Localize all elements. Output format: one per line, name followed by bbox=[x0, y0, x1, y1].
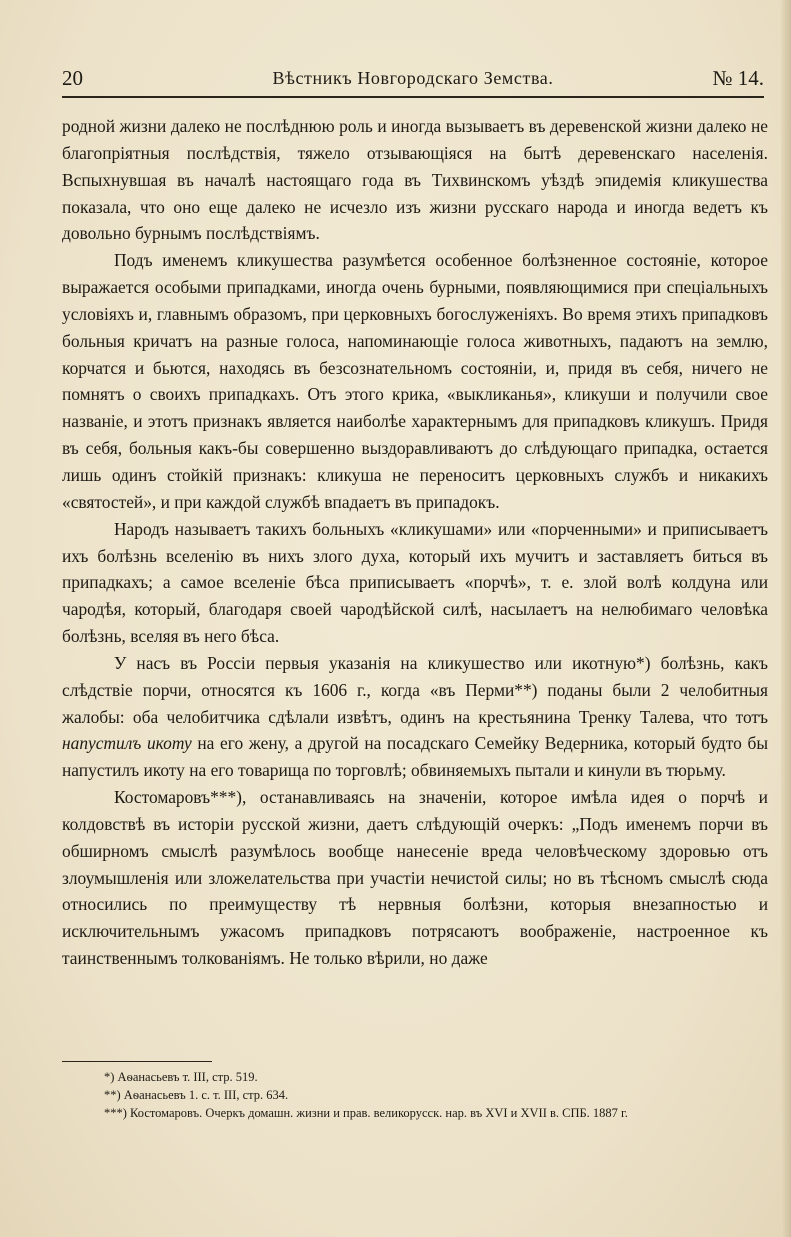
paragraph-text: родной жизни далеко не послѣднюю роль и иногда вызываетъ въ деревенской жизни далеко не благопріятныя послѣдствія, тяжело отзывающіяся на бытѣ деревенскаго населенія. Вспыхнувшая въ началѣ настоящаго года въ Тихвинскомъ уѣздѣ эпидемія кликушества показала, что оно еще далеко не исчезло изъ жизни русскаго народа и иногда ведетъ къ довольно бурнымъ послѣдствіямъ. bbox=[62, 116, 768, 244]
paragraph-p2 bbox=[62, 247, 768, 515]
paragraph-p1 bbox=[62, 113, 768, 247]
article-body bbox=[62, 113, 768, 972]
footnote-fn1: *) Аѳанасьевъ т. III, стр. 519. bbox=[104, 1070, 258, 1084]
italic-text: напустилъ икоту bbox=[62, 733, 192, 754]
issue-number: № 14. bbox=[712, 66, 764, 90]
paragraph-text: на его жену, а другой на посадскаго Семейку Ведерника, который будто бы напустилъ икоту на его товарища по торговлѣ; обвиняемыхъ пытали и кинули въ тюрьму. bbox=[62, 733, 769, 781]
page-number: 20 bbox=[62, 66, 83, 90]
journal-title: Вѣстникъ Новгородскаго Земства. bbox=[272, 68, 554, 88]
paragraph-p4 bbox=[62, 650, 768, 784]
paragraph-p3 bbox=[62, 516, 768, 650]
footnotes bbox=[62, 1068, 768, 1122]
header-rule bbox=[62, 96, 764, 98]
footnote-fn3: ***) Костомаровъ. Очеркъ домашн. жизни и прав. великорусск. нар. въ XVI и XVII в. СПБ. 1887 г. bbox=[104, 1106, 628, 1120]
paragraph-p5 bbox=[62, 784, 768, 972]
running-header bbox=[62, 66, 764, 96]
paragraph-text: Костомаровъ***), останавливаясь на значеніи, которое имѣла идея о порчѣ и колдовствѣ въ исторіи русской жизни, даетъ слѣдующій очеркъ: „Подъ именемъ порчи въ обширномъ смыслѣ разумѣлось вообще нанесеніе вреда человѣческому здоровью отъ злоумышленія или зложелательства при участіи нечистой силы; но въ тѣсномъ смыслѣ сюда относились по преимуществу тѣ нервныя болѣзни, которыя внезапностью и исключительнымъ ужасомъ припадковъ потрясаютъ воображеніе, настроенное къ таинственнымъ толкованіямъ. Не только вѣрили, но даже bbox=[62, 787, 768, 969]
paragraph-text: Народъ называетъ такихъ больныхъ «кликушами» или «порченными» и приписываетъ ихъ болѣзнь вселенію въ нихъ злого духа, который ихъ мучитъ и заставляетъ биться въ припадкахъ; а самое вселеніе бѣса приписываетъ «порчѣ», т. е. злой волѣ колдуна или чародѣя, который, благодаря своей чародѣйской силѣ, насылаетъ на нелюбимаго человѣка болѣзнь, вселяя въ него бѣса. bbox=[62, 518, 768, 647]
footnote-fn2: **) Аѳанасьевъ 1. с. т. III, стр. 634. bbox=[104, 1088, 289, 1102]
paragraph-text: Подъ именемъ кликушества разумѣется особенное болѣзненное состояніе, которое выражается особыми припадками, иногда очень бурными, появляющимися при спеціальныхъ условіяхъ и, главнымъ образомъ, при церковныхъ богослуженіяхъ. Во время этихъ припадковъ больныя кричатъ на разные голоса, напоминающіе голоса животныхъ, падаютъ на землю, корчатся и бьются, находясь въ безсознательномъ состояніи, и, придя въ себя, ничего не помнятъ о своихъ припадкахъ. Отъ этого крика, «выкликанья», кликуши и получили свое названіе, и этотъ признакъ является наиболѣе характернымъ для припадковъ кликушъ. Придя въ себя, больныя какъ-бы совершенно выздоравливаютъ до слѣдующаго припадка, остается лишь одинъ стойкій признакъ: кликуша не переноситъ церковныхъ службъ и никакихъ «святостей», и при каждой службѣ впадаетъ въ припадокъ. bbox=[62, 250, 768, 512]
page-edge bbox=[781, 0, 791, 1237]
footnote-rule bbox=[62, 1061, 212, 1062]
paragraph-text: У насъ въ Россіи первыя указанія на кликушество или икотную*) болѣзнь, какъ слѣдствіе порчи, относятся къ 1606 г., когда «въ Перми**) поданы были 2 челобитныя жалобы: оба челобитчика сдѣлали извѣтъ, одинъ на крестьянина Тренку Талева, что тотъ bbox=[62, 652, 768, 727]
